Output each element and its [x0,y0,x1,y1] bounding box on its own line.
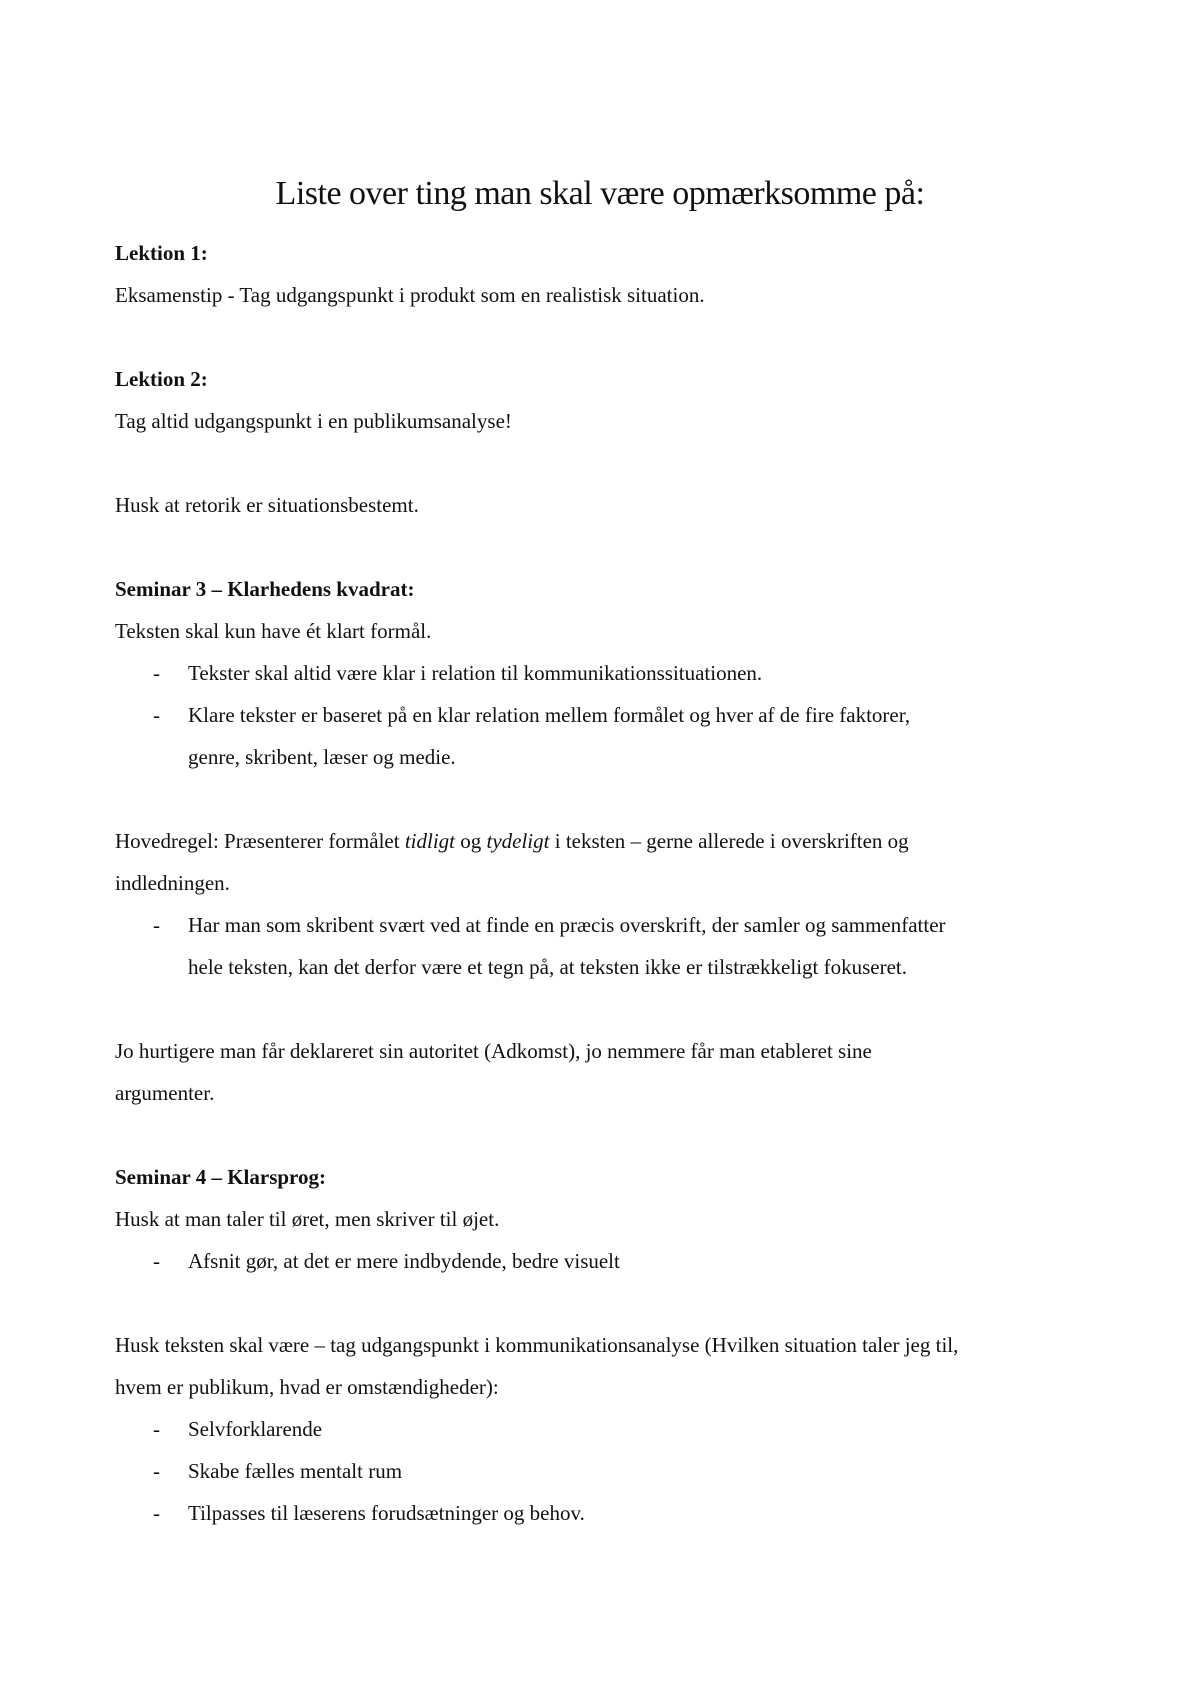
seminar4-intro: Husk at man taler til øret, men skriver til øjet. [115,1207,500,1231]
dash-bullet: - [153,1501,160,1525]
list-item-text: Tekster skal altid være klar i relation til kommunikationssituationen. [188,661,763,685]
lektion1-text: Eksamenstip - Tag udgangspunkt i produkt som en realistisk situation. [115,283,705,307]
seminar3-rule: Hovedregel: Præsenterer formålet tidligt og tydeligt i teksten – gerne allerede i overskriften og [115,829,909,853]
seminar3-intro: Teksten skal kun have ét klart formål. [115,619,432,643]
list-item-text: Har man som skribent svært ved at finde en præcis overskrift, der samler og sammenfatter [188,913,946,937]
list-item [115,1450,1100,1492]
seminar3-para: Jo hurtigere man får deklareret sin autoritet (Adkomst), jo nemmere får man etableret sine [115,1039,872,1063]
list-item-text: Skabe fælles mentalt rum [188,1459,403,1483]
list-item [115,904,1100,988]
lektion2-text2: Husk at retorik er situationsbestemt. [115,493,419,517]
dash-bullet: - [153,1249,160,1273]
list-item-text: Klare tekster er baseret på en klar relation mellem formålet og hver af de fire faktorer, [188,703,911,727]
document-title: Liste over ting man skal være opmærksomme på: [275,175,925,212]
dash-bullet: - [153,1417,160,1441]
lektion2-text1: Tag altid udgangspunkt i en publikumsanalyse! [115,409,512,433]
seminar4-para-cont: hvem er publikum, hvad er omstændigheder): [115,1375,499,1399]
emphasis-tydeligt: tydeligt [486,829,550,853]
list-item-text: Selvforklarende [188,1417,323,1441]
lektion1-heading: Lektion 1: [115,241,208,265]
dash-bullet: - [153,913,160,937]
list-item-text: Afsnit gør, at det er mere indbydende, bedre visuelt [188,1249,620,1273]
seminar4-para: Husk teksten skal være – tag udgangspunkt i kommunikationsanalyse (Hvilken situation taler jeg til, [115,1333,959,1357]
dash-bullet: - [153,1459,160,1483]
list-item [115,1240,1100,1282]
document-body [115,232,1100,1534]
list-item [115,652,1100,694]
emphasis-tidligt: tidligt [404,829,455,853]
list-item [115,694,1100,778]
list-item [115,1492,1100,1534]
list-item-text-cont: hele teksten, kan det derfor være et tegn på, at teksten ikke er tilstrækkeligt fokuseret. [188,955,908,979]
lektion2-heading: Lektion 2: [115,367,208,391]
dash-bullet: - [153,661,160,685]
dash-bullet: - [153,703,160,727]
list-item-text: Tilpasses til læserens forudsætninger og behov. [188,1501,585,1525]
seminar3-rule-cont: indledningen. [115,871,230,895]
seminar3-heading: Seminar 3 – Klarhedens kvadrat: [115,577,415,601]
seminar3-para-cont: argumenter. [115,1081,215,1105]
seminar4-heading: Seminar 4 – Klarsprog: [115,1165,326,1189]
list-item-text-cont: genre, skribent, læser og medie. [188,745,456,769]
list-item [115,1408,1100,1450]
